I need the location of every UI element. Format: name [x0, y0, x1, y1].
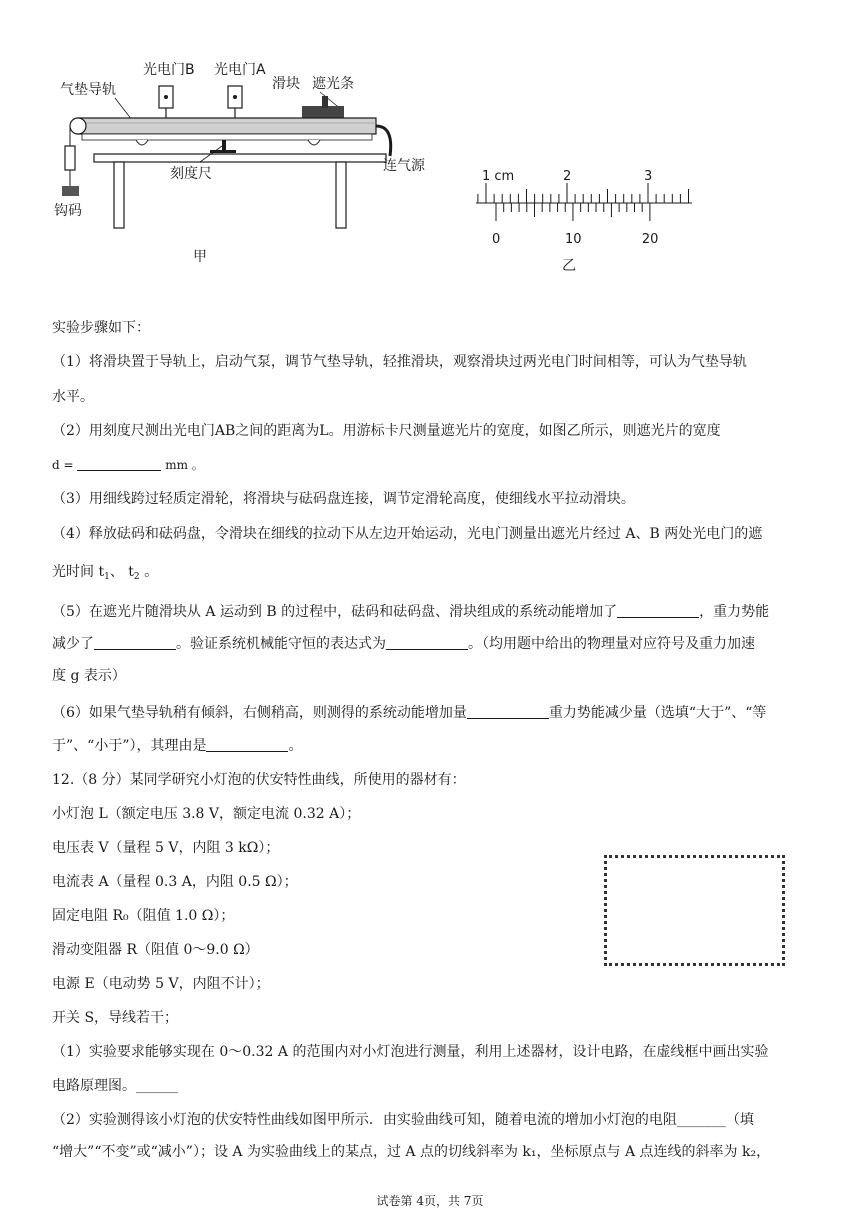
q12-part2-line-2: “增大”“不变”或“减小”）；设 A 为实验曲线上的某点，过 A 点的切线斜率为 k₁，坐标原点与 A 点连线的斜率为 k₂， — [52, 1144, 771, 1160]
table-top — [94, 154, 386, 162]
equip-switch: 开关 S，导线若干； — [52, 1010, 179, 1026]
photogate-b — [159, 86, 173, 118]
label-air-source: 连气源 — [383, 158, 425, 174]
width-unit: mm 。 — [165, 458, 204, 472]
equip-voltmeter: 电压表 V（量程 5 V，内阻 3 kΩ）； — [52, 840, 280, 856]
equip-ammeter: 电流表 A（量程 0.3 A，内阻 0.5 Ω）； — [52, 874, 298, 890]
caption-jia: 甲 — [193, 249, 207, 265]
vernier-label: 20 — [641, 232, 659, 247]
weight-mass — [62, 186, 79, 196]
main-scale-label: 2 — [563, 169, 572, 184]
width-blank[interactable] — [77, 456, 161, 471]
step-2-line-2 — [52, 455, 204, 475]
vernier-label: 10 — [564, 232, 582, 247]
equip-rheostat: 滑动变阻器 R（阻值 0～9.0 Ω） — [52, 942, 259, 958]
main-scale-label: 1 cm — [482, 169, 515, 184]
q12-part1-line-2: 电路原理图。______ — [52, 1078, 178, 1094]
equip-resistor: 固定电阻 R₀（阻值 1.0 Ω）； — [52, 908, 235, 924]
air-track-rail — [78, 118, 376, 134]
air-hose — [376, 126, 391, 156]
reason-blank[interactable] — [206, 737, 288, 752]
width-var: d = — [52, 458, 74, 472]
label-air-track: 气垫导轨 — [60, 82, 116, 98]
caption-yi: 乙 — [562, 258, 576, 274]
photogate-a — [228, 86, 242, 118]
figure-air-track — [50, 50, 450, 275]
step-6-line-2: 于”、“小于”），其理由是 。 — [52, 738, 303, 754]
vernier-label: 0 — [492, 232, 501, 247]
label-weight: 钩码 — [54, 203, 82, 219]
pulley — [70, 118, 86, 134]
page-footer: 试卷第 4页，共 7页 — [376, 1194, 484, 1208]
label-slider: 滑块 — [272, 76, 300, 92]
step-2-line-1: （2）用刻度尺测出光电门AB之间的距离为L。用游标卡尺测量遮光片的宽度，如图乙所示，则遮光片的宽度 — [52, 423, 721, 439]
q12-part2-line-1: （2）实验测得该小灯泡的伏安特性曲线如图甲所示．由实验曲线可知，随着电流的增加小灯泡的电阻_______（填 — [52, 1112, 754, 1128]
table-leg-right — [336, 162, 346, 228]
label-gate-a: 光电门A — [214, 62, 266, 78]
ruler-plate — [82, 134, 372, 140]
step-1-line-2: 水平。 — [52, 389, 94, 405]
steps-intro: 实验步骤如下： — [52, 320, 150, 336]
compare-blank[interactable] — [467, 704, 549, 719]
step-5-line-3: 度 g 表示） — [52, 668, 126, 684]
shading-strip — [322, 96, 328, 108]
step-4-line-2: 光时间 $t_1$、 $t_2$ 。 — [52, 564, 159, 582]
weight-hook — [65, 146, 75, 170]
potential-blank[interactable] — [94, 635, 176, 650]
step-1-line-1: （1）将滑块置于导轨上，启动气泵，调节气垫导轨，轻推滑块，观察滑块过两光电门时间相等，可认为气垫导轨 — [52, 354, 747, 370]
circuit-drawing-box[interactable] — [604, 855, 785, 966]
label-shading-strip: 遮光条 — [312, 76, 354, 92]
expression-blank[interactable] — [386, 635, 468, 650]
q12-title: 12.（8 分）某同学研究小灯泡的伏安特性曲线，所使用的器材有： — [52, 772, 466, 788]
step-4-line-1: （4）释放砝码和砝码盘，令滑块在细线的拉动下从左边开始运动，光电门测量出遮光片经过 A、B 两处光电门的遮 — [52, 526, 763, 542]
equip-lamp: 小灯泡 L（额定电压 3.8 V，额定电流 0.32 A）； — [52, 806, 361, 822]
label-ruler: 刻度尺 — [170, 166, 212, 182]
table-leg-left — [114, 162, 124, 228]
equip-source: 电源 E（电动势 5 V，内阻不计）； — [52, 976, 270, 992]
q12-part1-line-1: （1）实验要求能够实现在 0～0.32 A 的范围内对小灯泡进行测量，利用上述器材，设计电路，在虚线框中画出实验 — [52, 1044, 769, 1060]
figure-vernier — [468, 160, 698, 275]
label-gate-b: 光电门B — [143, 62, 195, 78]
step-6-line-1: （6）如果气垫导轨稍有倾斜，右侧稍高，则测得的系统动能增加量 重力势能减少量（选填“大于”、“等 — [52, 705, 767, 721]
kinetic-blank[interactable] — [617, 603, 699, 618]
step-3-line: （3）用细线跨过轻质定滑轮，将滑块与砝码盘连接，调节定滑轮高度，使细线水平拉动滑块。 — [52, 491, 635, 507]
step-5-line-1: （5）在遮光片随滑块从 A 运动到 B 的过程中，砝码和砝码盘、滑块组成的系统动能增加了 ，重力势能 — [52, 604, 770, 620]
step-5-line-2: 减少了 。验证系统机械能守恒的表达式为 。（均用题中给出的物理量对应符号及重力加速 — [52, 636, 755, 652]
main-scale-label: 3 — [644, 169, 653, 184]
